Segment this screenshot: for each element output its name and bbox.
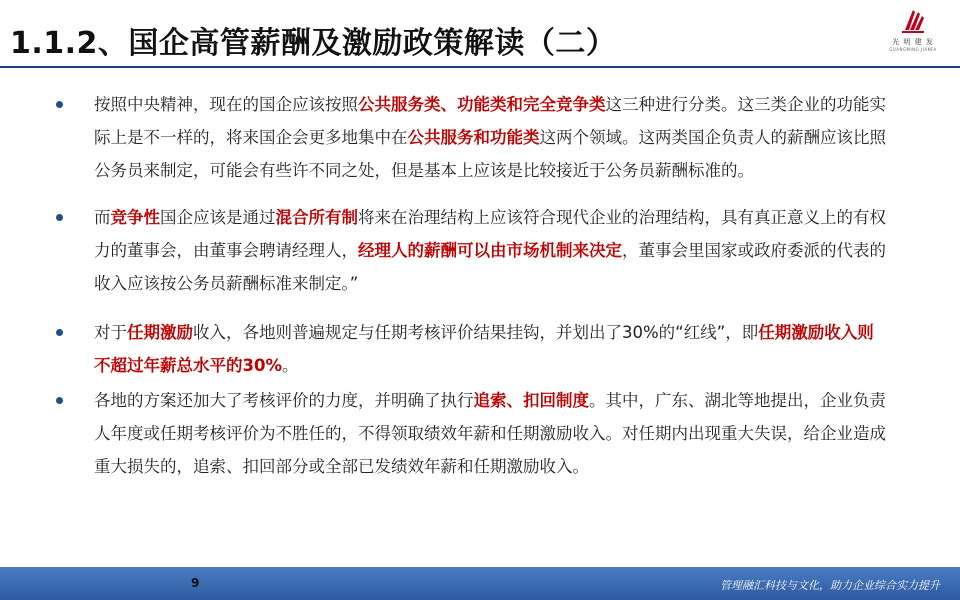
header-divider bbox=[0, 66, 960, 68]
text-segment: 各地的方案还加大了考核评价的力度，并明确了执行 bbox=[94, 391, 474, 410]
bullet-item-tenure-incentive bbox=[56, 316, 886, 382]
footer-slogan: 管理融汇科技与文化，助力企业综合实力提升 bbox=[720, 579, 940, 592]
text-segment: 国企应该是通过 bbox=[160, 208, 276, 227]
highlight-text: 任期激励 bbox=[127, 323, 193, 342]
slide-header bbox=[0, 0, 960, 70]
highlight-text: 追索、扣回制度 bbox=[473, 391, 589, 410]
bullet-dot-icon bbox=[56, 214, 63, 221]
text-segment: ，董事会里国家或政府委派的代表的收入应该按公务员薪酬标准来制定。” bbox=[94, 241, 886, 293]
bullet-dot-icon bbox=[56, 397, 63, 404]
text-segment: 按照中央精神，现在的国企应该按照 bbox=[94, 95, 358, 114]
logo-text-cn: 光 明 建 发 bbox=[892, 38, 934, 46]
text-segment: 这两个领域。这两类国企负责人的薪酬应该比照公务员来制定，可能会有些许不同之处，但是基本上应该是比较接近于公务员薪酬标准的。 bbox=[94, 128, 886, 180]
bullet-list bbox=[56, 88, 886, 483]
bullet-dot-icon bbox=[56, 329, 63, 336]
text-segment: 收入，各地则普遍规定与任期考核评价结果挂钩，并划出了30%的“红线”，即 bbox=[193, 323, 759, 342]
text-segment: 而 bbox=[94, 208, 111, 227]
slide-title: 1.1.2、国企高管薪酬及激励政策解读（二） bbox=[10, 26, 617, 61]
bullet-item-clawback bbox=[56, 384, 886, 483]
highlight-text: 混合所有制 bbox=[275, 208, 358, 227]
text-segment: 对于 bbox=[94, 323, 127, 342]
text-segment: 将来在治理结构上应该符合现代企业的治理结构，具有真正意义上的有权力的董事会，由董事会聘请经理人， bbox=[94, 208, 886, 260]
logo-text-en: GUANGMING JIANFA bbox=[889, 47, 937, 52]
highlight-text: 竞争性 bbox=[110, 208, 160, 227]
company-logo bbox=[884, 6, 942, 62]
highlight-text: 任期激励收入则不超过年薪总水平的30% bbox=[94, 323, 874, 375]
bullet-item-classification bbox=[56, 88, 886, 187]
text-segment: 。 bbox=[282, 356, 299, 375]
bullet-item-competitive bbox=[56, 201, 886, 300]
text-segment: 。其中，广东、湖北等地提出，企业负责人年度或任期考核评价为不胜任的，不得领取绩效年薪和任期激励收入。对任期内出现重大失误，给企业造成重大损失的，追索、扣回部分或全部已发绩效年薪和任期激励收入。 bbox=[94, 391, 886, 476]
page-number: 9 bbox=[191, 576, 200, 590]
highlight-text: 公共服务和功能类 bbox=[407, 128, 540, 147]
company-logo-icon bbox=[899, 6, 927, 36]
highlight-text: 经理人的薪酬可以由市场机制来决定 bbox=[358, 241, 622, 260]
bullet-dot-icon bbox=[56, 101, 63, 108]
highlight-text: 公共服务类、功能类和完全竞争类 bbox=[358, 95, 606, 114]
slide-footer bbox=[0, 567, 960, 600]
text-segment: 这三种进行分类。这三类企业的功能实际上是不一样的，将来国企会更多地集中在 bbox=[94, 95, 886, 147]
